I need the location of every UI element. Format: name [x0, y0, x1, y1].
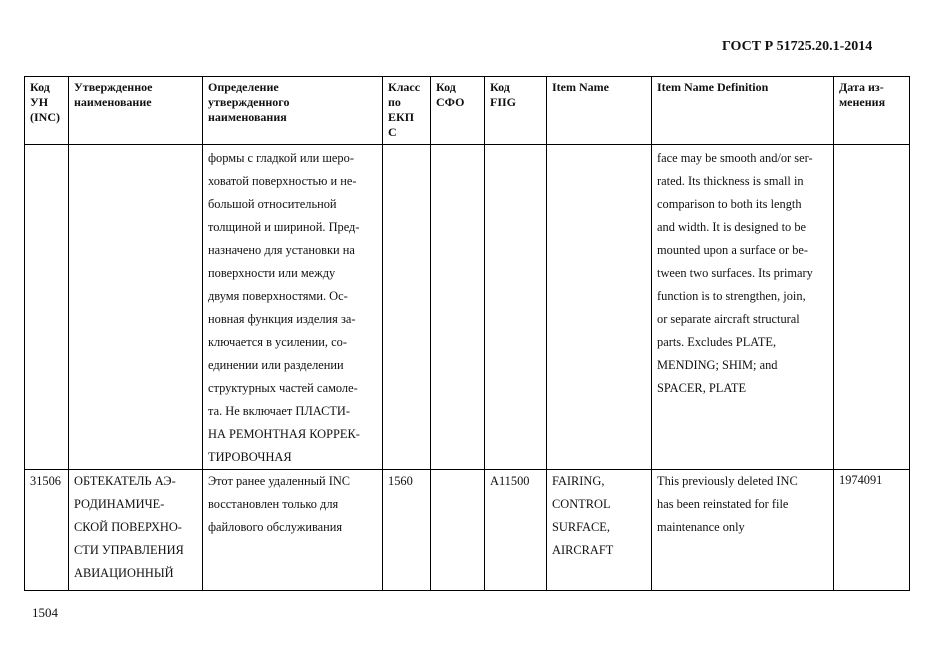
cell-item-name: FAIRING, CONTROL SURFACE, AIRCRAFT: [547, 470, 652, 591]
cell-class-ekps: [383, 145, 431, 470]
table-row: [25, 145, 910, 470]
cell-item-name-definition: face may be smooth and/or ser- rated. Its thickness is small in comparison to both its length and width. It is designed to be mounted upon a surface or be- tween two surfaces. Its primary function is to strengthen, join, or separate aircraft structural parts. Excludes PLATE, MENDING; SHIM; and SPACER, PLATE: [652, 145, 834, 470]
cell-sfo: [431, 145, 485, 470]
cell-class-ekps: 1560: [383, 470, 431, 591]
cell-change-date: [834, 145, 910, 470]
classification-table: [24, 76, 910, 591]
page-number: 1504: [32, 605, 58, 620]
header-sfo-code: Код СФО: [431, 77, 485, 145]
header-class-ekps: Класс по ЕКП С: [383, 77, 431, 145]
cell-definition-ru: Этот ранее удаленный INC восстановлен только для файлового обслуживания: [203, 470, 383, 591]
cell-inc: 31506: [25, 470, 69, 591]
cell-fiig: [485, 145, 547, 470]
cell-inc: [25, 145, 69, 470]
cell-item-name: [547, 145, 652, 470]
header-inc: Код УН (INC): [25, 77, 69, 145]
cell-approved-name: [69, 145, 203, 470]
cell-approved-name: ОБТЕКАТЕЛЬ АЭ- РОДИНАМИЧЕ- СКОЙ ПОВЕРХНО- СТИ УПРАВЛЕНИЯ АВИАЦИОННЫЙ: [69, 470, 203, 591]
document-standard-number: ГОСТ Р 51725.20.1-2014: [722, 39, 873, 54]
header-fiig-code: Код FIIG: [485, 77, 547, 145]
header-item-name-definition: Item Name Definition: [652, 77, 834, 145]
cell-fiig: A11500: [485, 470, 547, 591]
header-approved-name: Утвержденное наименование: [69, 77, 203, 145]
table-header-row: [25, 77, 910, 145]
header-change-date: Дата из- менения: [834, 77, 910, 145]
cell-change-date: 1974091: [834, 470, 910, 591]
cell-sfo: [431, 470, 485, 591]
header-item-name: Item Name: [547, 77, 652, 145]
cell-item-name-definition: This previously deleted INC has been reinstated for file maintenance only: [652, 470, 834, 591]
table-row: [25, 470, 910, 591]
header-approved-name-definition: Определение утвержденного наименования: [203, 77, 383, 145]
cell-definition-ru: формы с гладкой или шеро- ховатой поверхностью и не- большой относительной толщиной и шириной. Пред- назначено для установки на поверхности или между двумя поверхностями. Ос- новная функция изделия за- ключается в усилении, со- единении или разделении структурных частей самоле- та. Не включает ПЛАСТИ- НА РЕМОНТНАЯ КОРРЕК- ТИРОВОЧНАЯ: [203, 145, 383, 470]
